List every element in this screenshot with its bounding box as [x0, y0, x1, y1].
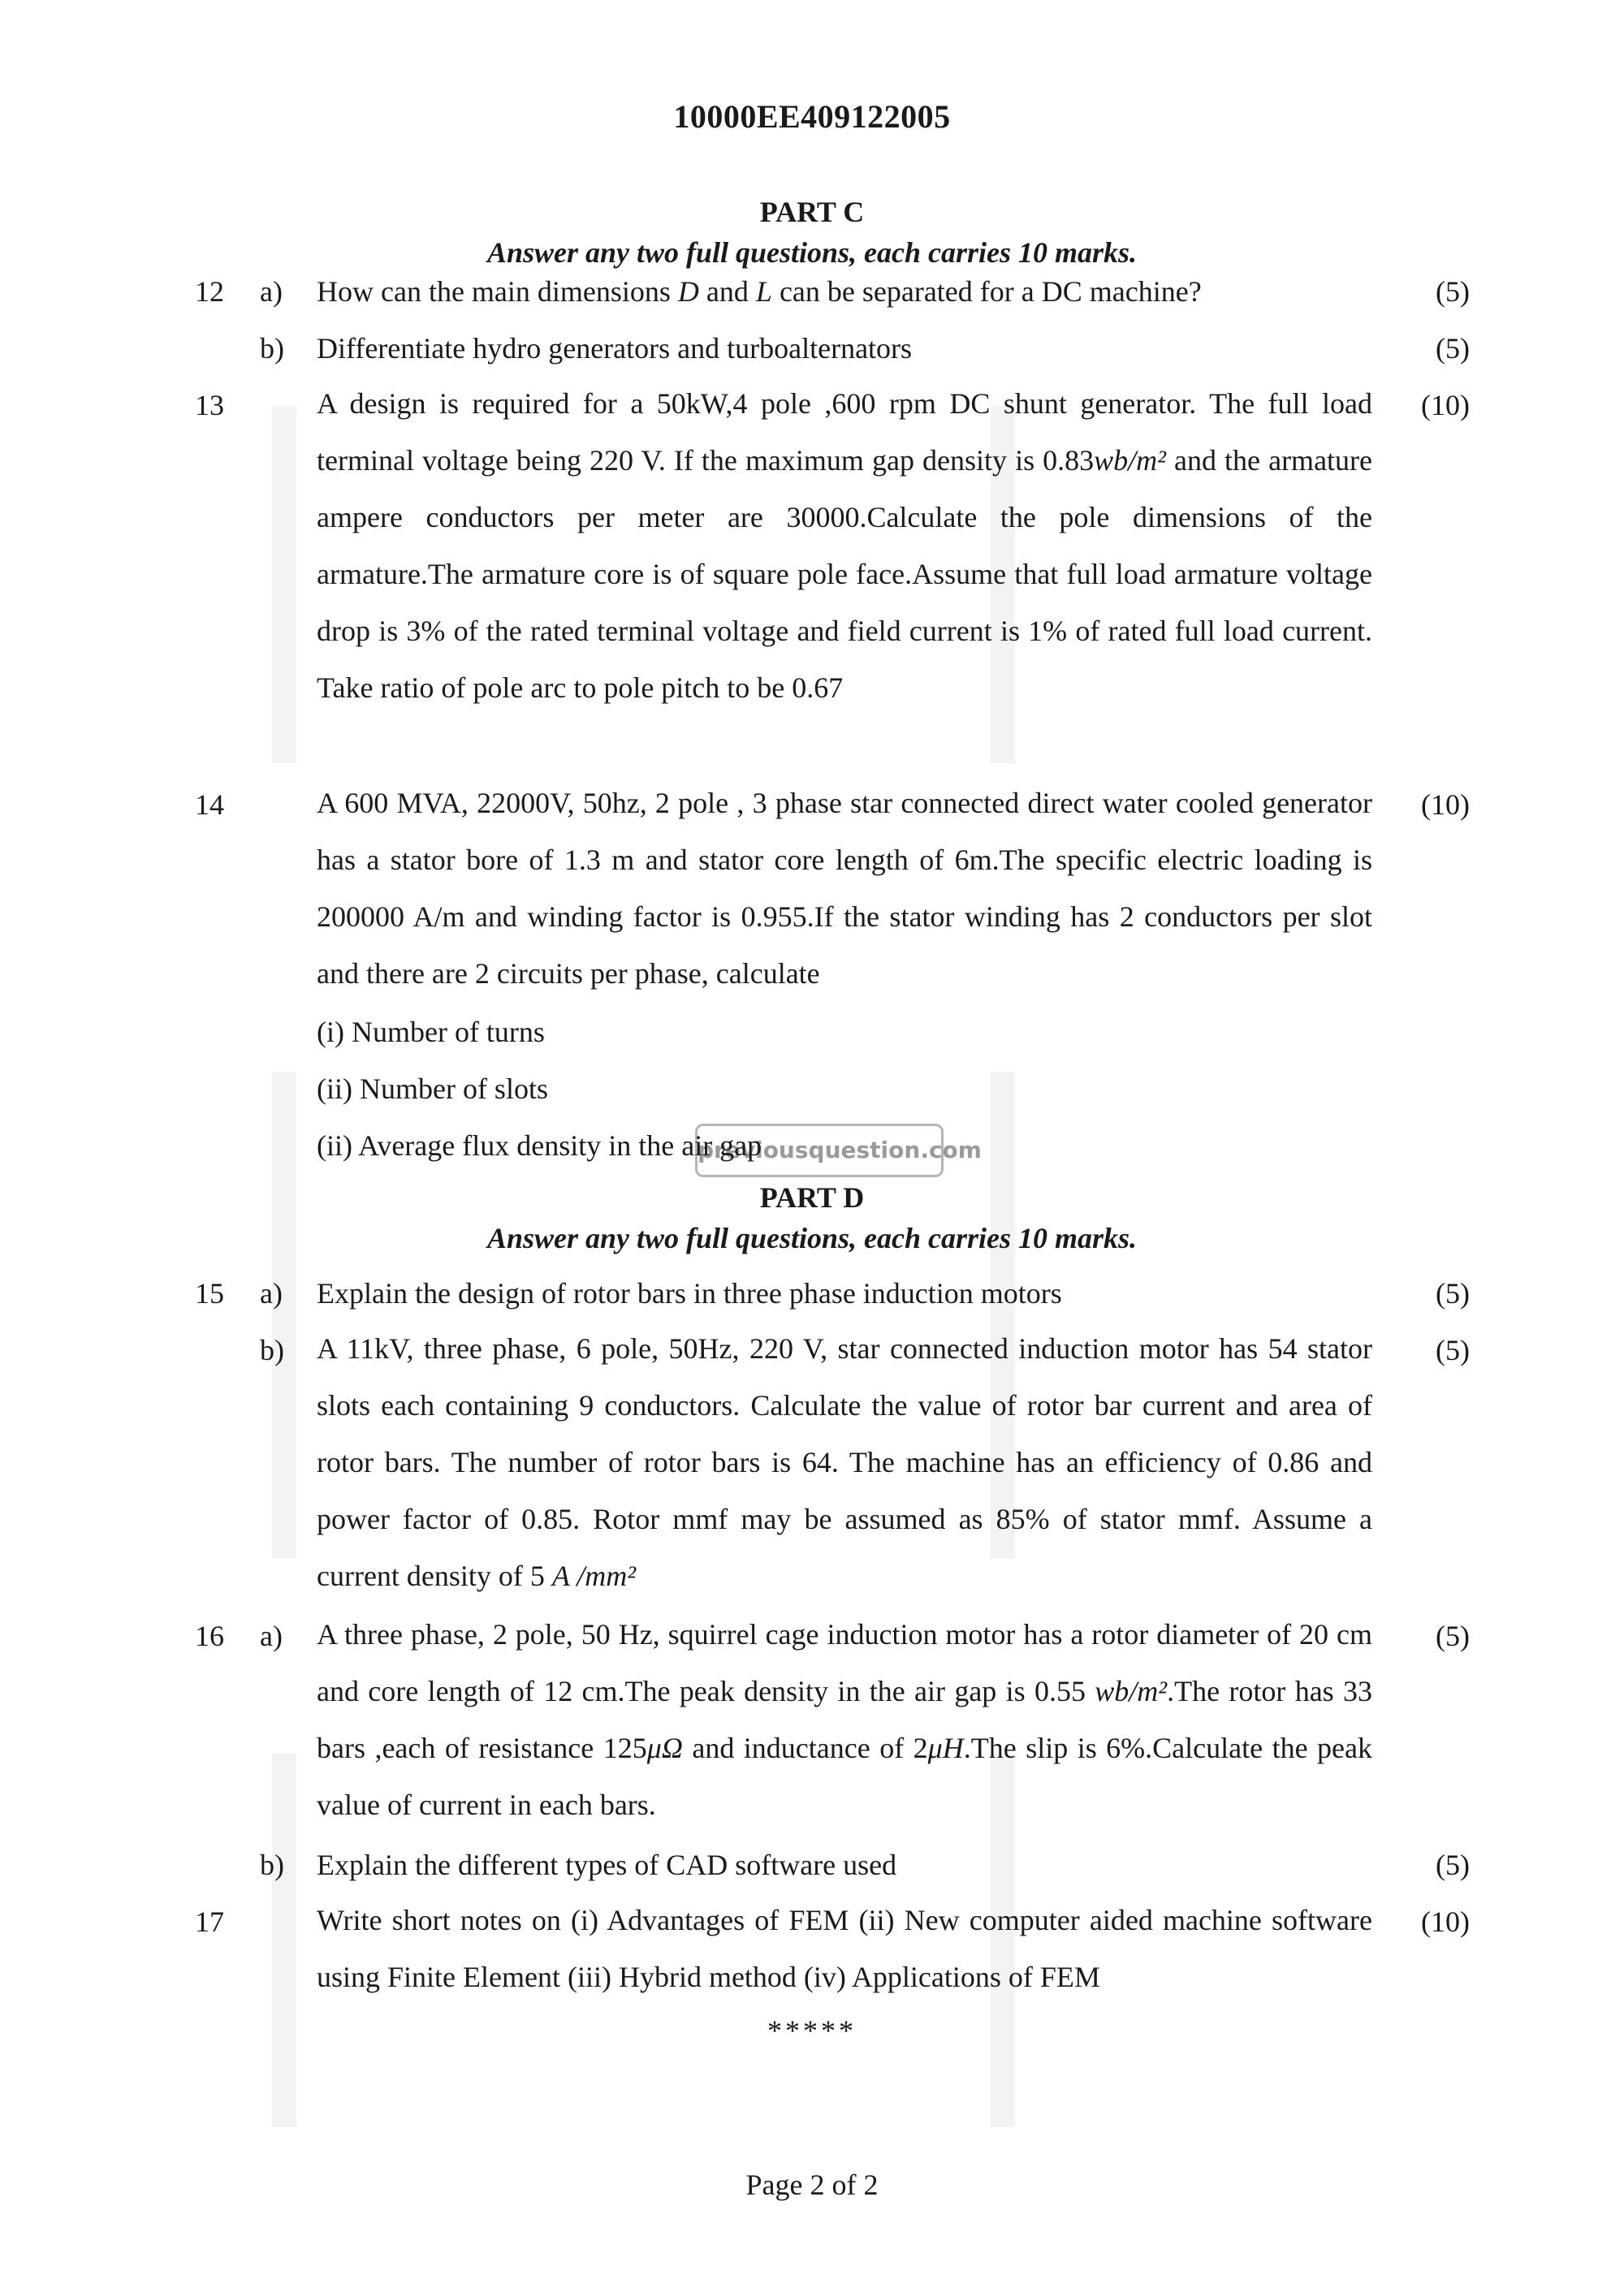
question-number-17: 17: [195, 1905, 224, 1938]
marks-12b: (5): [1436, 332, 1470, 365]
text-segment: A three phase, 2 pole, 50 Hz, squirrel cage induction motor has a rotor diameter of 20 cm and core length of 12 cm.The peak density in the air gap is 0.55: [317, 1618, 1372, 1707]
question-text-12a: [317, 274, 1202, 309]
math-unit: wb/m²: [1095, 1675, 1168, 1707]
question-text-16b: Explain the different types of CAD software used: [317, 1849, 897, 1881]
marks-15a: (5): [1436, 1277, 1470, 1310]
question-14-item: (i) Number of turns: [317, 1016, 545, 1048]
text-segment: can be separated for a DC machine?: [771, 275, 1202, 308]
paper-code: 10000EE409122005: [673, 98, 951, 135]
text-segment: and the armature ampere conductors per meter are 30000.Calculate the pole dimensions of the armature.The armature core is of square pole face.Assume that full load armature voltage drop is 3% of the rated terminal voltage and field current is 1% of rated full load current. Take ratio of pole arc to pole pitch to be 0.67: [317, 444, 1373, 704]
question-sub-12b: b): [260, 332, 284, 365]
text-segment: .The slip is 6%.Calculate the peak value of current in each bars.: [317, 1732, 1372, 1821]
question-text-16a: [317, 1606, 1372, 1833]
question-text-15a: Explain the design of rotor bars in three phase induction motors: [317, 1277, 1062, 1310]
math-unit: μH: [927, 1732, 964, 1764]
page-number: Page 2 of 2: [745, 2169, 879, 2201]
text-segment: A 11kV, three phase, 6 pole, 50Hz, 220 V, star connected induction motor has 54 stator slots each containing 9 conductors. Calculate the value of rotor bar current and area of rotor bars. The number of rotor bars is 64. The machine has an efficiency of 0.86 and power factor of 0.85. Rotor mmf may be assumed as 85% of stator mmf. Assume a current density of 5: [317, 1332, 1372, 1592]
math-unit: A /mm²: [551, 1560, 637, 1592]
question-sub-12a: a): [260, 275, 283, 308]
text-segment: and inductance of 2: [682, 1732, 928, 1764]
marks-17: (10): [1421, 1905, 1470, 1938]
question-text-14: A 600 MVA, 22000V, 50hz, 2 pole , 3 phase star connected direct water cooled generator has a stator bore of 1.3 m and stator core length of 6m.The specific electric loading is 200000 A/m and winding factor is 0.955.If the stator winding has 2 conductors per slot and there are 2 circuits per phase, calculate: [317, 787, 1372, 990]
text-segment: A design is required for a 50kW,4 pole ,600 rpm DC shunt generator. The full load terminal voltage being 220 V. If the maximum gap density is 0.83: [317, 387, 1372, 477]
math-unit: wb/m²: [1094, 444, 1166, 477]
part-d-title: PART D: [759, 1181, 865, 1214]
math-unit: μΩ: [646, 1732, 683, 1764]
question-text-13: [317, 375, 1372, 716]
math-variable: D: [677, 275, 699, 308]
question-text-15b: [317, 1320, 1372, 1604]
question-sub-15a: a): [260, 1277, 283, 1310]
question-text-17: Write short notes on (i) Advantages of FEM (ii) New computer aided machine software using Finite Element (iii) Hybrid method (iv) Applications of FEM: [317, 1904, 1372, 1993]
marks-13: (10): [1421, 389, 1470, 421]
question-sub-16b: b): [260, 1849, 284, 1881]
part-c-title: PART C: [759, 196, 865, 228]
question-14-item: (ii) Number of slots: [317, 1072, 548, 1105]
text-segment: How can the main dimensions: [317, 275, 678, 308]
end-marker: *****: [767, 2014, 857, 2047]
question-number-14: 14: [195, 788, 224, 821]
question-sub-15b: b): [260, 1334, 284, 1366]
marks-14: (10): [1421, 788, 1470, 821]
watermark-stamp: previousquestion.com: [695, 1124, 944, 1177]
question-number-13: 13: [195, 389, 224, 421]
question-number-12: 12: [195, 275, 224, 308]
part-d-instruction: Answer any two full questions, each carries 10 marks.: [486, 1222, 1138, 1254]
text-segment: .The rotor has 33 bars ,each of resistance 125: [317, 1675, 1373, 1764]
question-number-15: 15: [195, 1277, 224, 1310]
question-number-16: 16: [195, 1620, 224, 1652]
question-text-12b: Differentiate hydro generators and turboalternators: [317, 332, 913, 365]
text-segment: and: [698, 275, 756, 308]
marks-16a: (5): [1436, 1620, 1470, 1652]
math-variable: L: [755, 275, 772, 308]
question-sub-16a: a): [260, 1620, 283, 1652]
marks-12a: (5): [1436, 275, 1470, 308]
part-c-instruction: Answer any two full questions, each carries 10 marks.: [486, 236, 1138, 269]
question-14-item: (ii) Average flux density in the air gap: [317, 1129, 762, 1162]
marks-15b: (5): [1436, 1334, 1470, 1366]
marks-16b: (5): [1436, 1849, 1470, 1881]
